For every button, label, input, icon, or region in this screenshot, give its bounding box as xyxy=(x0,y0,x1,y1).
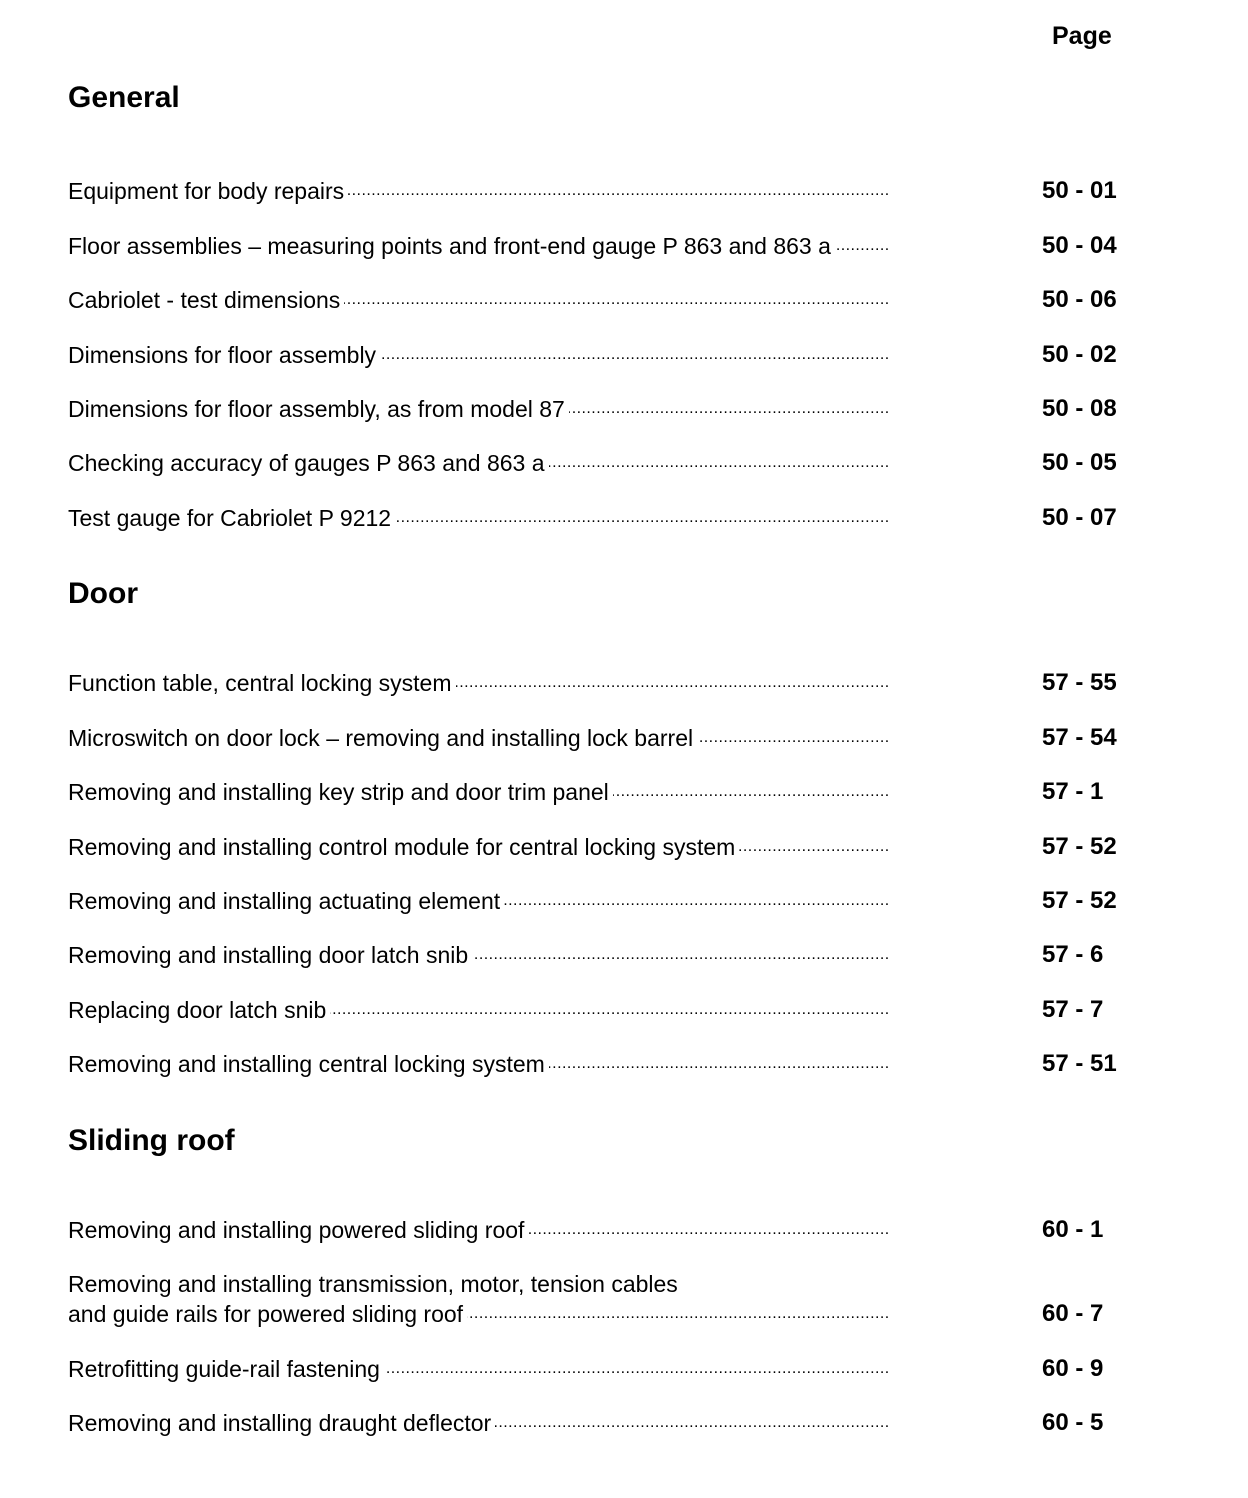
entry-title: Removing and installing draught deflector xyxy=(68,1410,495,1436)
entry-title: Retrofitting guide-rail fastening xyxy=(68,1356,384,1382)
entry-page-number: 50 - 05 xyxy=(1042,449,1117,477)
entry-title: Test gauge for Cabriolet P 9212 xyxy=(68,505,395,531)
section-title: General xyxy=(68,81,180,114)
entry-page-number: 57 - 54 xyxy=(1042,723,1117,751)
entry-page-number: 57 - 52 xyxy=(1042,832,1117,860)
toc-entry[interactable] xyxy=(68,218,1138,272)
entry-page-number: 60 - 5 xyxy=(1042,1409,1104,1437)
entry-page-number: 57 - 6 xyxy=(1042,941,1104,969)
toc-entry[interactable] xyxy=(68,164,1138,218)
toc-entry[interactable] xyxy=(68,765,1138,819)
entry-page-number: 57 - 51 xyxy=(1042,1050,1117,1078)
toc-entry[interactable] xyxy=(68,1203,1138,1257)
entry-title: Function table, central locking system xyxy=(68,670,456,696)
entry-title: Removing and installing central locking system xyxy=(68,1051,549,1077)
toc-entry[interactable] xyxy=(68,327,1138,381)
section-title: Door xyxy=(68,577,138,610)
entry-title: Dimensions for floor assembly, as from model 87 xyxy=(68,396,569,422)
entry-page-number: 57 - 55 xyxy=(1042,669,1117,697)
entry-title: Checking accuracy of gauges P 863 and 863 a xyxy=(68,450,549,476)
entry-page-number: 60 - 1 xyxy=(1042,1216,1104,1244)
entry-title: Dimensions for floor assembly xyxy=(68,342,380,368)
toc-entry[interactable] xyxy=(68,1037,1138,1091)
page-column-header: Page xyxy=(1052,22,1112,50)
entry-title: Replacing door latch snib xyxy=(68,997,330,1023)
entry-page-number: 50 - 08 xyxy=(1042,394,1117,422)
toc-entry[interactable] xyxy=(68,928,1138,982)
entry-page-number: 57 - 7 xyxy=(1042,995,1104,1023)
entry-title: Cabriolet - test dimensions xyxy=(68,287,344,313)
entry-page-number: 57 - 52 xyxy=(1042,886,1117,914)
toc-entry[interactable] xyxy=(68,819,1138,873)
entry-title-line2: and guide rails for powered sliding roof xyxy=(68,1301,467,1327)
entry-title: Equipment for body repairs xyxy=(68,178,348,204)
toc-entry[interactable] xyxy=(68,1341,1138,1395)
entry-title: Removing and installing actuating element xyxy=(68,888,504,914)
entry-page-number: 50 - 02 xyxy=(1042,340,1117,368)
toc-entry[interactable] xyxy=(68,1257,1138,1341)
entry-title: Microswitch on door lock – removing and installing lock barrel xyxy=(68,725,697,751)
entry-title: Removing and installing door latch snib xyxy=(68,942,472,968)
entry-title-line1: Removing and installing transmission, motor, tension cables xyxy=(68,1269,1028,1299)
toc-entry[interactable] xyxy=(68,710,1138,764)
toc-entry[interactable] xyxy=(68,382,1138,436)
entry-title: Removing and installing powered sliding roof xyxy=(68,1217,528,1243)
section-general xyxy=(68,78,1138,545)
toc-entry[interactable] xyxy=(68,490,1138,544)
toc-entry[interactable] xyxy=(68,656,1138,710)
section-sliding-roof xyxy=(68,1121,1138,1450)
entry-page-number: 50 - 01 xyxy=(1042,177,1117,205)
toc-entry[interactable] xyxy=(68,1396,1138,1450)
toc-entry[interactable] xyxy=(68,982,1138,1036)
toc-entry[interactable] xyxy=(68,874,1138,928)
entry-title: Floor assemblies – measuring points and front-end gauge P 863 and 863 a xyxy=(68,233,835,259)
section-door xyxy=(68,574,1138,1091)
entry-page-number: 50 - 06 xyxy=(1042,286,1117,314)
entry-page-number: 50 - 04 xyxy=(1042,231,1117,259)
entry-page-number: 60 - 7 xyxy=(1042,1300,1104,1328)
toc-entry[interactable] xyxy=(68,273,1138,327)
entry-title: Removing and installing key strip and door trim panel xyxy=(68,779,613,805)
entry-page-number: 57 - 1 xyxy=(1042,778,1104,806)
entry-page-number: 60 - 9 xyxy=(1042,1354,1104,1382)
section-title: Sliding roof xyxy=(68,1124,235,1157)
entry-page-number: 50 - 07 xyxy=(1042,503,1117,531)
entry-title: Removing and installing control module for central locking system xyxy=(68,834,739,860)
toc-entry[interactable] xyxy=(68,436,1138,490)
